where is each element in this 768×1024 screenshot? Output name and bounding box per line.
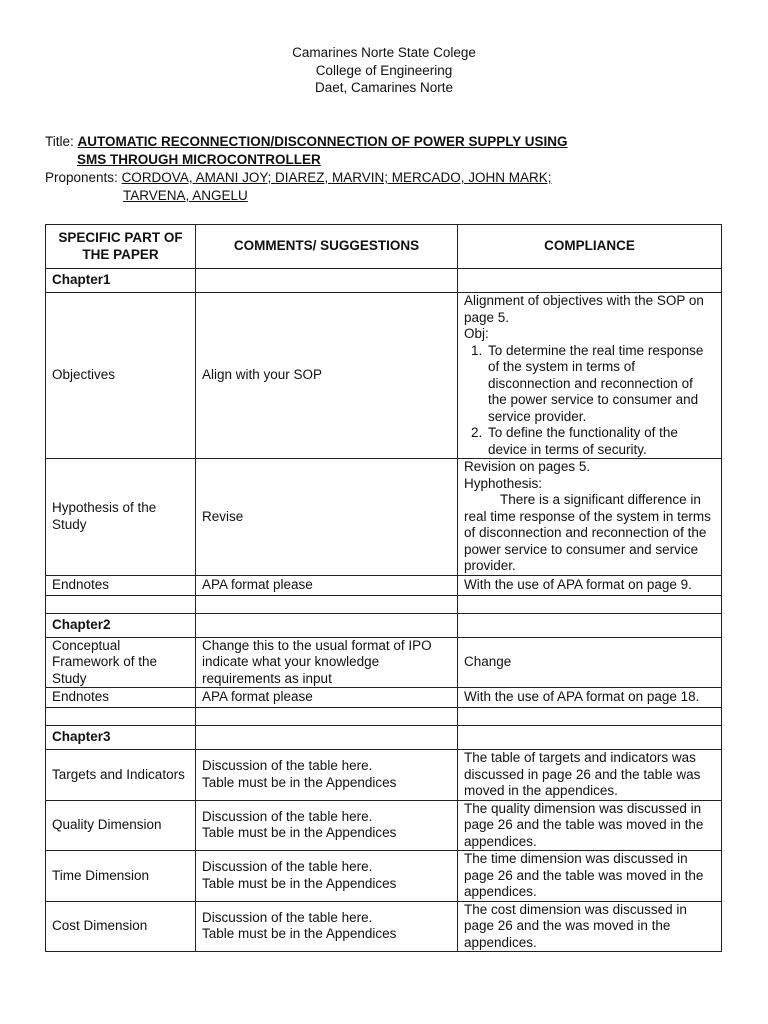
- location: Daet, Camarines Norte: [314, 80, 454, 95]
- comment-cell: APA format please: [196, 688, 458, 708]
- header-specific-part: SPECIFIC PART OF THE PAPER: [46, 225, 196, 269]
- part-cell: Cost Dimension: [46, 901, 196, 952]
- compliance-cell: Change: [458, 637, 722, 688]
- comment-cell: [196, 750, 458, 801]
- comment-cell: Change this to the usual format of IPO indicate what your knowledge requirements as input: [196, 637, 458, 688]
- part-cell: Objectives: [46, 293, 196, 459]
- title-text-line1: AUTOMATIC RECONNECTION/DISCONNECTION OF POWER SUPPLY USING: [77, 134, 568, 149]
- comment-cell: [196, 851, 458, 902]
- compliance-cell: With the use of APA format on page 9.: [458, 575, 722, 595]
- empty-cell: [458, 726, 722, 750]
- comment-line: Table must be in the Appendices: [202, 825, 397, 841]
- empty-cell: [46, 595, 196, 613]
- empty-cell: [196, 613, 458, 637]
- chapter-row: [46, 269, 722, 293]
- title-line: [45, 133, 735, 151]
- comment-cell: [196, 800, 458, 851]
- table-row: [46, 851, 722, 902]
- empty-cell: [196, 726, 458, 750]
- department-name: College of Engineering: [315, 62, 453, 78]
- compliance-cell: The time dimension was discussed in page 26 and the table was moved in the appendices.: [458, 851, 722, 902]
- document-header: [0, 44, 768, 97]
- part-cell: Targets and Indicators: [46, 750, 196, 801]
- list-item: 2. To define the functionality of the device in terms of security.: [486, 425, 715, 458]
- empty-cell: [458, 269, 722, 293]
- hypothesis-text: There is a significant difference in real time response of the system in terms of disconnection and reconnection of the power service to consumer and service provider.: [464, 492, 711, 573]
- part-cell: Hypothesis of the Study: [46, 459, 196, 576]
- comment-line: Discussion of the table here.: [202, 758, 373, 774]
- part-cell: Endnotes: [46, 688, 196, 708]
- part-cell: Conceptual Framework of the Study: [46, 637, 196, 688]
- proponents-line-2: [45, 187, 735, 205]
- compliance-cell: The table of targets and indicators was discussed in page 26 and the table was moved in the appendices.: [458, 750, 722, 801]
- part-cell: Time Dimension: [46, 851, 196, 902]
- compliance-line: Hyphothesis:: [464, 475, 543, 491]
- compliance-intro: Alignment of objectives with the SOP on page 5.: [464, 293, 704, 325]
- header-comments: COMMENTS/ SUGGESTIONS: [196, 225, 458, 269]
- comment-line: Table must be in the Appendices: [202, 774, 397, 790]
- chapter2-label: Chapter2: [46, 613, 196, 637]
- empty-cell: [458, 708, 722, 726]
- comment-line: Table must be in the Appendices: [202, 926, 397, 942]
- table-row: [46, 637, 722, 688]
- chapter3-label: Chapter3: [46, 726, 196, 750]
- comment-cell: [196, 901, 458, 952]
- compliance-cell: The cost dimension was discussed in page 26 and the was moved in the appendices.: [458, 901, 722, 952]
- empty-cell: [458, 613, 722, 637]
- empty-cell: [46, 708, 196, 726]
- title-line-2: [45, 151, 735, 169]
- title-text-line2: SMS THROUGH MICROCONTROLLER: [77, 152, 321, 167]
- header-compliance: COMPLIANCE: [458, 225, 722, 269]
- comment-cell: APA format please: [196, 575, 458, 595]
- empty-cell: [196, 708, 458, 726]
- comment-line: Discussion of the table here.: [202, 859, 373, 875]
- blank-row: [46, 708, 722, 726]
- table-row: [46, 750, 722, 801]
- compliance-cell: With the use of APA format on page 18.: [458, 688, 722, 708]
- compliance-line: Revision on pages 5.: [464, 459, 591, 474]
- table-row: [46, 800, 722, 851]
- objective-list: [464, 343, 715, 459]
- proponents-names-line1: CORDOVA, AMANI JOY; DIAREZ, MARVIN; MERCADO, JOHN MARK;: [121, 170, 552, 185]
- comment-line: Discussion of the table here.: [202, 909, 373, 925]
- table-row: [46, 459, 722, 576]
- part-cell: Quality Dimension: [46, 800, 196, 851]
- comment-cell: Revise: [196, 459, 458, 576]
- college-name: Camarines Norte State Colege: [292, 45, 476, 60]
- proponents-label: Proponents:: [45, 170, 122, 185]
- comment-line: Discussion of the table here.: [202, 808, 373, 824]
- chapter-row: [46, 613, 722, 637]
- comment-line: Table must be in the Appendices: [202, 875, 397, 891]
- compliance-cell: [458, 293, 722, 459]
- proponents-names-line2: TARVENA, ANGELU: [123, 188, 248, 203]
- empty-cell: [196, 269, 458, 293]
- table-row: [46, 293, 722, 459]
- review-table: [45, 224, 722, 952]
- part-cell: Endnotes: [46, 575, 196, 595]
- title-block: [45, 133, 735, 205]
- compliance-cell: The quality dimension was discussed in page 26 and the table was moved in the appendices.: [458, 800, 722, 851]
- compliance-cell: [458, 459, 722, 576]
- chapter-row: [46, 726, 722, 750]
- chapter1-label: Chapter1: [46, 269, 196, 293]
- table-row: [46, 688, 722, 708]
- empty-cell: [196, 595, 458, 613]
- blank-row: [46, 595, 722, 613]
- table-header-row: [46, 225, 722, 269]
- obj-label: Obj:: [464, 326, 489, 341]
- table-row: [46, 575, 722, 595]
- comment-cell: Align with your SOP: [196, 293, 458, 459]
- list-item: 1. To determine the real time response of the system in terms of disconnection and reconnection of the power service to consumer and service provider.: [486, 343, 715, 426]
- table-row: [46, 901, 722, 952]
- proponents-line: [45, 169, 735, 187]
- empty-cell: [458, 595, 722, 613]
- title-label: Title:: [45, 134, 78, 149]
